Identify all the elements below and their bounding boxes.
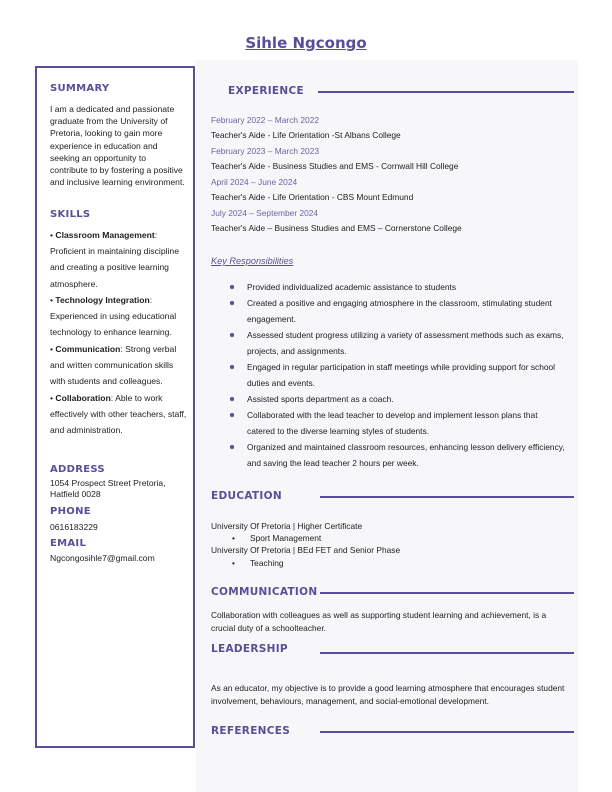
- job-title: Teacher's Aide – Business Studies and EMS – Cornerstone College: [211, 223, 462, 233]
- education-heading: EDUCATION: [211, 490, 282, 502]
- summary-text: I am a dedicated and passionate graduate from the University of Pretoria, looking to gain more experience in education and seeking an opportunity to contribute to by fostering a positive and inclusive learning environment.: [50, 104, 185, 188]
- skill-item: • Classroom Management: Proficient in maintaining discipline and creating a positive learning atmosphere.: [50, 230, 179, 289]
- address-line: 1054 Prospect Street Pretoria,: [50, 478, 166, 488]
- experience-heading: EXPERIENCE: [228, 85, 304, 97]
- skill-title: Classroom Management: [55, 230, 155, 240]
- references-heading: REFERENCES: [211, 725, 291, 737]
- communication-text: Collaboration with colleagues as well as supporting student learning and achievement, is a crucial duty of a schoolteacher.: [211, 610, 547, 633]
- leadership-text: As an educator, my objective is to provide a good learning atmosphere that encourages student involvement, behaviours, management, and social-emotional development.: [211, 683, 565, 706]
- email-heading: EMAIL: [50, 538, 87, 549]
- skill-item: • Communication: Strong verbal and written communication skills with students and colleagues.: [50, 344, 177, 387]
- communication-heading: COMMUNICATION: [211, 586, 318, 598]
- skill-title: Technology Integration: [55, 295, 150, 305]
- job-date: July 2024 – September 2024: [211, 208, 319, 218]
- skill-item: • Technology Integration: Experienced in using educational technology to enhance learning.: [50, 295, 177, 338]
- section-rule: [320, 731, 574, 733]
- education-detail-text: Teaching: [250, 558, 284, 568]
- phone-text: 0616183229: [50, 522, 98, 532]
- skill-title: Communication: [55, 344, 121, 354]
- job-date: February 2023 – March 2023: [211, 146, 320, 156]
- phone-heading: PHONE: [50, 506, 91, 517]
- education-detail: • Sport Management: [232, 533, 322, 543]
- email-text: Ngcongosihle7@gmail.com: [50, 553, 155, 563]
- job-title: Teacher's Aide - Business Studies and EMS - Cornwall Hill College: [211, 161, 459, 171]
- job-date: February 2022 – March 2022: [211, 115, 320, 125]
- education-school: University Of Pretoria | Higher Certificate: [211, 521, 363, 531]
- list-item: Provided individualized academic assistance to students: [229, 279, 567, 295]
- section-rule: [318, 91, 574, 93]
- skill-item: • Collaboration: Able to work effectively with other teachers, staff, and administration.: [50, 393, 187, 436]
- list-item: Organized and maintained classroom resources, enhancing lesson delivery efficiency, and saving the lead teacher 2 hours per week.: [229, 439, 567, 471]
- skill-text: Able to work effectively with other teachers, staff, and administration.: [50, 393, 187, 436]
- list-item: Engaged in regular participation in staff meetings while providing support for school duties and events.: [229, 359, 567, 391]
- key-responsibilities-heading: Key Responsibilities: [211, 256, 294, 266]
- section-rule: [320, 592, 574, 594]
- education-school: University Of Pretoria | BEd FET and Senior Phase: [211, 545, 401, 555]
- job-date: April 2024 – June 2024: [211, 177, 298, 187]
- education-detail: • Teaching: [232, 558, 284, 568]
- sidebar: [35, 66, 195, 748]
- skill-text: Proficient in maintaining discipline and creating a positive learning atmosphere.: [50, 246, 179, 289]
- list-item: Assessed student progress utilizing a variety of assessment methods such as exams, projects, and assignments.: [229, 327, 567, 359]
- summary-heading: SUMMARY: [50, 83, 110, 94]
- skill-title: Collaboration: [55, 393, 111, 403]
- job-title: Teacher's Aide - Life Orientation -St Albans College: [211, 130, 401, 140]
- responsibilities-list: [229, 279, 567, 471]
- job-title: Teacher's Aide - Life Orientation - CBS Mount Edmund: [211, 192, 414, 202]
- skills-heading: SKILLS: [50, 209, 91, 220]
- address-text: [50, 478, 186, 500]
- address-heading: ADDRESS: [50, 464, 105, 475]
- section-rule: [320, 496, 574, 498]
- skill-text: Strong verbal and written communication skills with students and colleagues.: [50, 344, 177, 387]
- list-item: Assisted sports department as a coach.: [229, 391, 567, 407]
- address-line: Hatfield 0028: [50, 489, 101, 499]
- education-detail-text: Sport Management: [250, 533, 322, 543]
- leadership-heading: LEADERSHIP: [211, 643, 288, 655]
- list-item: Created a positive and engaging atmosphere in the classroom, stimulating student engagement.: [229, 295, 567, 327]
- list-item: Collaborated with the lead teacher to develop and implement lesson plans that catered to the diverse learning styles of students.: [229, 407, 567, 439]
- skill-text: Experienced in using educational technology to enhance learning.: [50, 311, 177, 338]
- section-rule: [320, 652, 574, 654]
- resume-name: Sihle Ngcongo: [245, 34, 367, 52]
